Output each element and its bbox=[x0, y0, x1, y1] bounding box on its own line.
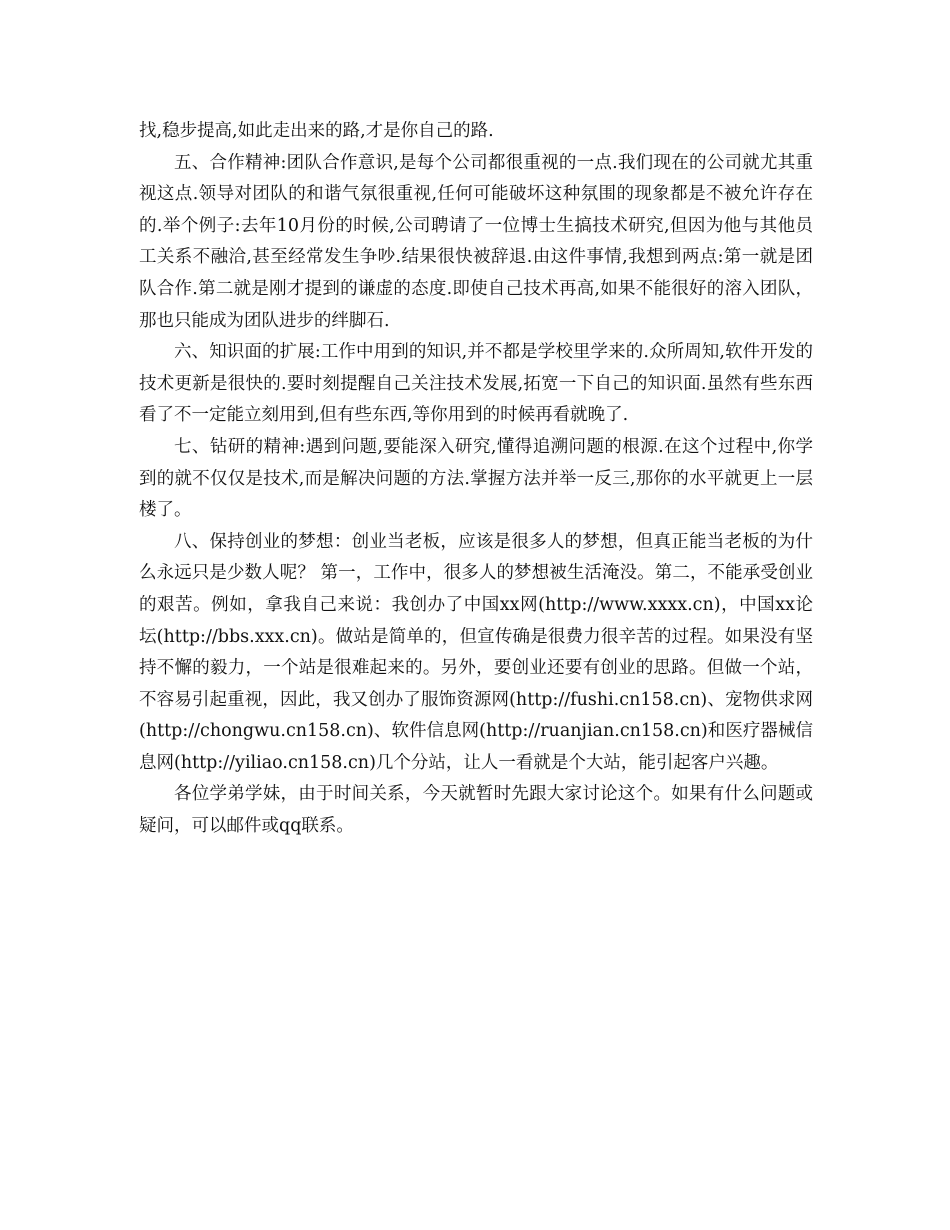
paragraph-research: 七、钻研的精神:遇到问题,要能深入研究,懂得追溯问题的根源.在这个过程中,你学到的就不仅仅是技术,而是解决问题的方法.掌握方法并举一反三,那你的水平就更上一层楼了。 bbox=[139, 436, 813, 521]
paragraph-entrepreneurship: 八、保持创业的梦想：创业当老板，应该是很多人的梦想，但真正能当老板的为什么永远只是少数人呢？ 第一，工作中，很多人的梦想被生活淹没。第二，不能承受创业的艰苦。例如，拿我自己来说：我创办了中国xx网(http://www.xxxx.cn)，中国xx论坛(http://bbs.xxx.cn)。做站是简单的，但宣传确是很费力很辛苦的过程。如果没有坚持不懈的毅力，一个站是很难起来的。另外，要创业还要有创业的思路。但做一个站，不容易引起重视，因此，我又创办了服饰资源网(http://fushi.cn158.cn)、宠物供求网(http://chongwu.cn158.cn)、软件信息网(http://ruanjian.cn158.cn)和医疗器械信息网(http://yiliao.cn158.cn)几个分站，让人一看就是个大站，能引起客户兴趣。 bbox=[139, 531, 813, 773]
paragraph-closing: 各位学弟学妹，由于时间关系，今天就暂时先跟大家讨论这个。如果有什么问题或疑问，可以邮件或qq联系。 bbox=[139, 784, 813, 837]
document-body bbox=[139, 116, 813, 843]
paragraph-teamwork: 五、合作精神:团队合作意识,是每个公司都很重视的一点.我们现在的公司就尤其重视这点.领导对团队的和谐气氛很重视,任何可能破坏这种氛围的现象都是不被允许存在的.举个例子:去年10月份的时候,公司聘请了一位博士生搞技术研究,但因为他与其他员工关系不融洽,甚至经常发生争吵.结果很快被辞退.由这件事情,我想到两点:第一就是团队合作.第二就是刚才提到的谦虚的态度.即使自己技术再高,如果不能很好的溶入团队，那也只能成为团队进步的绊脚石. bbox=[139, 152, 813, 331]
paragraph-knowledge: 六、知识面的扩展:工作中用到的知识,并不都是学校里学来的.众所周知,软件开发的技术更新是很快的.要时刻提醒自己关注技术发展,拓宽一下自己的知识面.虽然有些东西看了不一定能立刻用到,但有些东西,等你用到的时候再看就晚了. bbox=[139, 342, 813, 426]
paragraph-continuation: 找,稳步提高,如此走出来的路,才是你自己的路. bbox=[139, 121, 494, 141]
